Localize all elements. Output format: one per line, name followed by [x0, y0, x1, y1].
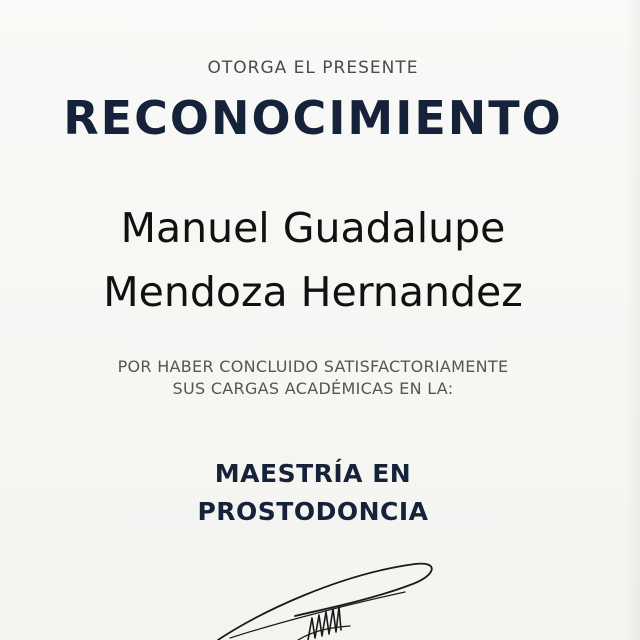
reason-text	[0, 356, 626, 400]
certificate-title: RECONOCIMIENTO	[63, 91, 563, 145]
paper-edge-shadow	[626, 0, 640, 640]
reason-line1: POR HABER CONCLUIDO SATISFACTORIAMENTE	[117, 357, 509, 376]
reason-line2: SUS CARGAS ACADÉMICAS EN LA:	[172, 379, 454, 398]
signature-icon	[200, 552, 450, 640]
recipient-name-line1: Manuel Guadalupe	[120, 204, 506, 252]
program-line2: PROSTODONCIA	[197, 497, 429, 526]
program-name	[0, 455, 626, 531]
recipient-name-line2: Mendoza Hernandez	[103, 268, 523, 316]
program-line1: MAESTRÍA EN	[214, 459, 412, 488]
intro-text: OTORGA EL PRESENTE	[207, 58, 419, 78]
recipient-name	[0, 196, 626, 324]
